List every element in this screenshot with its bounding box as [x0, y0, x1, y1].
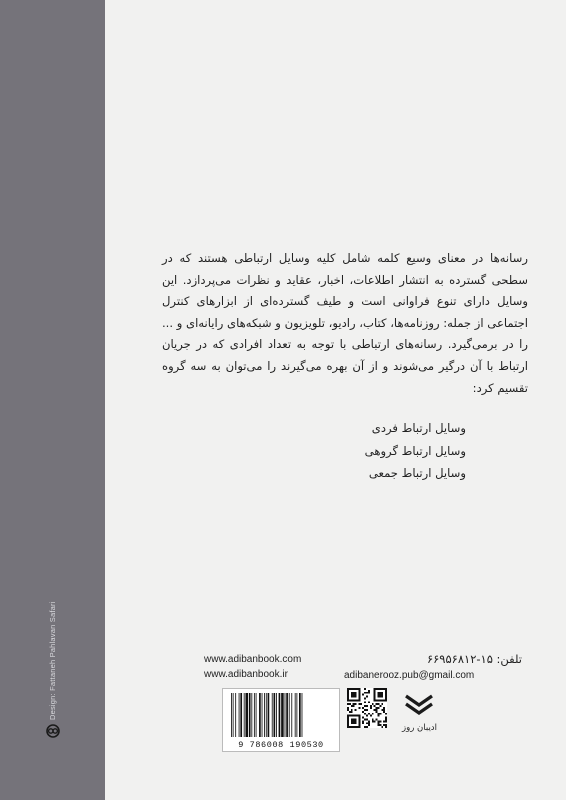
- designer-credit: Design: Fattaneh Pahlavan Safari: [48, 601, 57, 720]
- qr-code-icon: [347, 688, 387, 728]
- publisher-name: ادیبان روز: [402, 723, 437, 733]
- publisher-glyph-icon: [46, 724, 60, 738]
- book-spine: [0, 0, 105, 800]
- website-link: www.adibanbook.ir: [204, 669, 288, 680]
- category-item: وسایل ارتباط جمعی: [368, 466, 466, 480]
- category-item: وسایل ارتباط گروهی: [364, 443, 466, 458]
- isbn-number: 9 786008 190530: [238, 740, 324, 750]
- media-categories-list: [365, 417, 466, 485]
- blurb-paragraph: رسانه‌ها در معنای وسیع کلمه شامل کلیه وسایل ارتباطی هستند که در سطحی گسترده به انتشار اطلاعات، اخبار، عقاید و نظرات می‌پردازد. این وسایل دارای تنوع فراوانی است و طیف گسترده‌ای از ابزارهای کنترل اجتماعی از جمله: روزنامه‌ها، کتاب، رادیو، تلویزیون و شبکه‌های رایانه‌ای و ... را در برمی‌گیرد. رسانه‌های ارتباطی با توجه به تعداد افرادی که در جریان ارتباط با آن درگیر می‌شوند و از آن بهره می‌گیرند را می‌توان به سه گروه تقسیم کرد:: [162, 251, 528, 395]
- barcode-bars: [229, 693, 333, 737]
- publisher-logo-icon: [403, 693, 435, 719]
- category-item: وسایل ارتباط فردی: [371, 421, 466, 435]
- email-address: adibanerooz.pub@gmail.com: [344, 670, 475, 681]
- website-link: www.adibanbook.com: [204, 654, 302, 665]
- phone-number: تلفن: ۱۵-۶۶۹۵۶۸۱۲: [426, 652, 522, 666]
- back-cover: [105, 0, 566, 800]
- isbn-barcode: [222, 688, 340, 752]
